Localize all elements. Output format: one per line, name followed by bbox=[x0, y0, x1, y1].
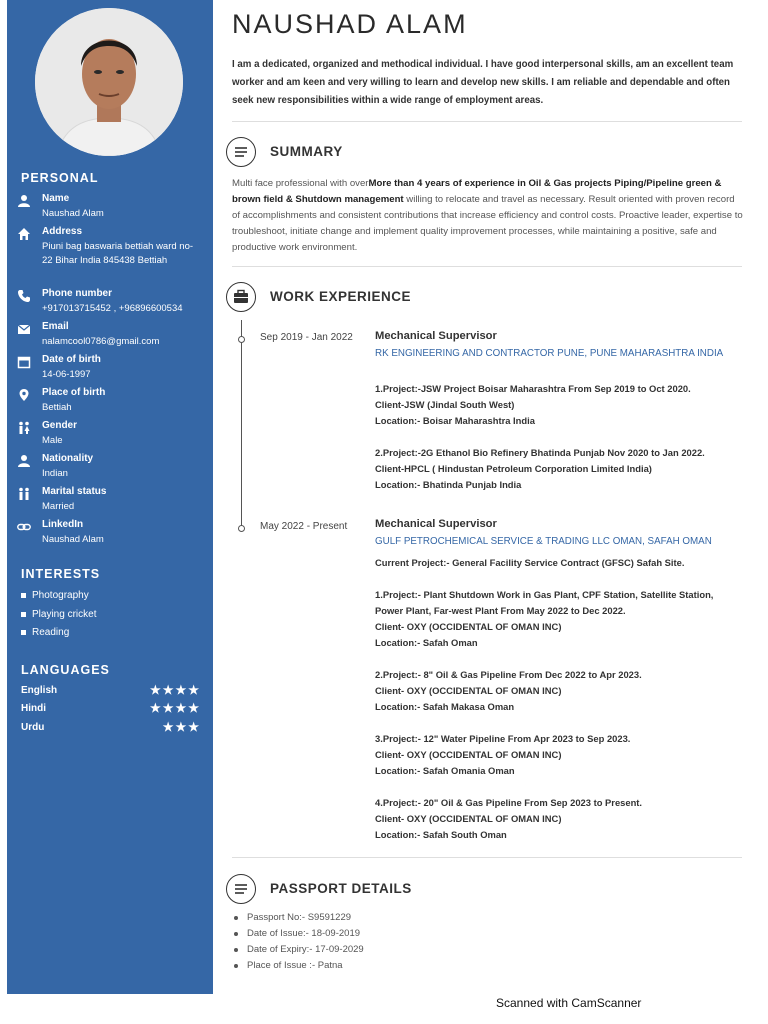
personal-value: 14-06-1997 bbox=[42, 369, 91, 380]
interests-heading: INTERESTS bbox=[21, 567, 101, 581]
job-description bbox=[375, 381, 740, 509]
interest-item bbox=[21, 590, 89, 601]
project-line: 3.Project:- 12" Water Pipeline From Apr 2023 to Sep 2023. bbox=[375, 733, 631, 744]
personal-value: Indian bbox=[42, 468, 68, 479]
project-block bbox=[375, 795, 740, 843]
personal-value: Male bbox=[42, 435, 63, 446]
couple-icon bbox=[17, 487, 31, 501]
client-line: Client- OXY (OCCIDENTAL OF OMAN INC) bbox=[375, 621, 562, 632]
divider bbox=[232, 121, 742, 122]
passport-details-list bbox=[232, 910, 364, 974]
briefcase-icon bbox=[226, 282, 256, 312]
project-block bbox=[375, 587, 740, 651]
list-icon bbox=[226, 874, 256, 904]
language-name: English bbox=[21, 685, 58, 696]
timeline-line bbox=[241, 320, 242, 528]
client-line: Client- OXY (OCCIDENTAL OF OMAN INC) bbox=[375, 813, 562, 824]
project-line: 4.Project:- 20" Oil & Gas Pipeline From Sep 2023 to Present. bbox=[375, 797, 643, 808]
passport-details-title: PASSPORT DETAILS bbox=[270, 881, 412, 896]
person-icon bbox=[17, 194, 31, 208]
job-dates: May 2022 - Present bbox=[260, 521, 348, 532]
interest-item bbox=[21, 609, 96, 620]
summary-text-part: willing to relocate and travel as necessary. Result oriented with proven record of accomplishments and consistent contributions that increase efficiency and control costs. Proactive leader, expertise to troubleshoot, initiate change and implement quality improvement processes, while maintaining a positive, safe and productive work environment. bbox=[232, 194, 743, 253]
personal-value: Married bbox=[42, 501, 75, 512]
timeline-dot bbox=[238, 525, 245, 532]
personal-label: Nationality bbox=[42, 453, 94, 464]
personal-value: nalamcool0786@gmail.com bbox=[42, 336, 160, 347]
personal-label: Email bbox=[42, 321, 69, 332]
calendar-icon bbox=[17, 355, 31, 369]
personal-label: Date of birth bbox=[42, 354, 101, 365]
location-line: Location:- Safah Omania Oman bbox=[375, 765, 515, 776]
personal-value: +917013715452 , +96896600534 bbox=[42, 303, 183, 314]
project-block bbox=[375, 731, 740, 779]
personal-value: Bettiah bbox=[42, 402, 72, 413]
star-rating-icon: ★★★ bbox=[162, 720, 201, 734]
star-rating-icon: ★★★★ bbox=[149, 701, 201, 715]
location-line: Location:- Bhatinda Punjab India bbox=[375, 479, 522, 490]
interest-label: Photography bbox=[32, 590, 89, 601]
personal-label: Name bbox=[42, 193, 70, 204]
sidebar bbox=[7, 0, 213, 994]
languages-heading: LANGUAGES bbox=[21, 663, 110, 677]
language-item bbox=[21, 685, 201, 696]
project-line: 1.Project:- Plant Shutdown Work in Gas Plant, CPF Station, Satellite Station, Power Plant, Far-west Plant From May 2022 to Dec 2022. bbox=[375, 589, 714, 616]
interest-label: Reading bbox=[32, 627, 70, 638]
job-company: GULF PETROCHEMICAL SERVICE & TRADING LLC OMAN, SAFAH OMAN bbox=[375, 536, 712, 547]
project-block bbox=[375, 445, 740, 493]
project-block bbox=[375, 667, 740, 715]
client-line: Client-JSW (Jindal South West) bbox=[375, 399, 515, 410]
personal-heading: PERSONAL bbox=[21, 171, 99, 185]
divider bbox=[232, 857, 742, 858]
personal-value: Piuni bag baswaria bettiah ward no-22 Bihar India 845438 Bettiah bbox=[42, 241, 194, 266]
work-experience-title: WORK EXPERIENCE bbox=[270, 289, 412, 304]
project-line: 1.Project:-JSW Project Boisar Maharashtra From Sep 2019 to Oct 2020. bbox=[375, 383, 691, 394]
candidate-name: NAUSHAD ALAM bbox=[232, 9, 468, 39]
job-title: Mechanical Supervisor bbox=[375, 330, 497, 342]
gender-icon bbox=[17, 421, 31, 435]
bullet-square-icon bbox=[21, 630, 26, 635]
language-item bbox=[21, 722, 201, 733]
profile-photo bbox=[35, 8, 183, 156]
project-block bbox=[375, 555, 740, 571]
project-line: Current Project:- General Facility Service Contract (GFSC) Safah Site. bbox=[375, 557, 685, 568]
location-line: Location:- Safah Oman bbox=[375, 637, 478, 648]
client-line: Client-HPCL ( Hindustan Petroleum Corporation Limited India) bbox=[375, 463, 652, 474]
interest-label: Playing cricket bbox=[32, 609, 97, 620]
interest-item bbox=[21, 627, 69, 638]
summary-text bbox=[232, 176, 744, 256]
personal-value: Naushad Alam bbox=[42, 208, 104, 219]
list-item: Passport No:- S9591229 bbox=[232, 910, 364, 926]
job-title: Mechanical Supervisor bbox=[375, 518, 497, 530]
language-name: Urdu bbox=[21, 722, 45, 733]
location-pin-icon bbox=[17, 388, 31, 402]
job-description bbox=[375, 555, 740, 859]
star-rating-icon: ★★★★ bbox=[149, 683, 201, 697]
language-name: Hindi bbox=[21, 703, 46, 714]
personal-label: Gender bbox=[42, 420, 78, 431]
location-line: Location:- Safah Makasa Oman bbox=[375, 701, 515, 712]
project-line: 2.Project:- 8" Oil & Gas Pipeline From Dec 2022 to Apr 2023. bbox=[375, 669, 642, 680]
bullet-square-icon bbox=[21, 612, 26, 617]
client-line: Client- OXY (OCCIDENTAL OF OMAN INC) bbox=[375, 749, 562, 760]
personal-label: Marital status bbox=[42, 486, 107, 497]
mail-icon bbox=[17, 322, 31, 336]
timeline-dot bbox=[238, 336, 245, 343]
location-line: Location:- Boisar Maharashtra India bbox=[375, 415, 535, 426]
linkedin-link[interactable]: Naushad Alam bbox=[42, 534, 104, 545]
list-item: Place of Issue :- Patna bbox=[232, 958, 364, 974]
home-icon bbox=[17, 227, 31, 241]
intro-text: I am a dedicated, organized and methodical individual. I have good interpersonal skills, am an excellent team worker and am keen and very willing to learn and develop new skills. I am reliable and dependable and often seek new responsibilities within a wide range of employment areas. bbox=[232, 59, 734, 106]
scanner-watermark: Scanned with CamScanner bbox=[496, 996, 642, 1010]
bullet-square-icon bbox=[21, 593, 26, 598]
summary-text-part: Multi face professional with over bbox=[232, 178, 369, 189]
summary-highlight: More than 4 years of experience in Oil & Gas projects Piping/Pipeline green & brown field & Shutdown management bbox=[232, 178, 722, 205]
link-icon bbox=[17, 520, 31, 534]
personal-label: Phone number bbox=[42, 288, 113, 299]
personal-label: LinkedIn bbox=[42, 519, 84, 530]
list-item: Date of Issue:- 18-09-2019 bbox=[232, 926, 364, 942]
list-item: Date of Expiry:- 17-09-2029 bbox=[232, 942, 364, 958]
location-line: Location:- Safah South Oman bbox=[375, 829, 507, 840]
language-item bbox=[21, 703, 201, 714]
job-company: RK ENGINEERING AND CONTRACTOR PUNE, PUNE MAHARASHTRA INDIA bbox=[375, 348, 724, 359]
person-icon bbox=[17, 454, 31, 468]
phone-icon bbox=[17, 289, 31, 303]
client-line: Client- OXY (OCCIDENTAL OF OMAN INC) bbox=[375, 685, 562, 696]
list-icon bbox=[226, 137, 256, 167]
divider bbox=[232, 266, 742, 267]
personal-label: Address bbox=[42, 226, 83, 237]
summary-title: SUMMARY bbox=[270, 144, 343, 159]
project-line: 2.Project:-2G Ethanol Bio Refinery Bhatinda Punjab Nov 2020 to Jan 2022. bbox=[375, 447, 705, 458]
job-dates: Sep 2019 - Jan 2022 bbox=[260, 332, 353, 343]
project-block bbox=[375, 381, 740, 429]
personal-label: Place of birth bbox=[42, 387, 106, 398]
